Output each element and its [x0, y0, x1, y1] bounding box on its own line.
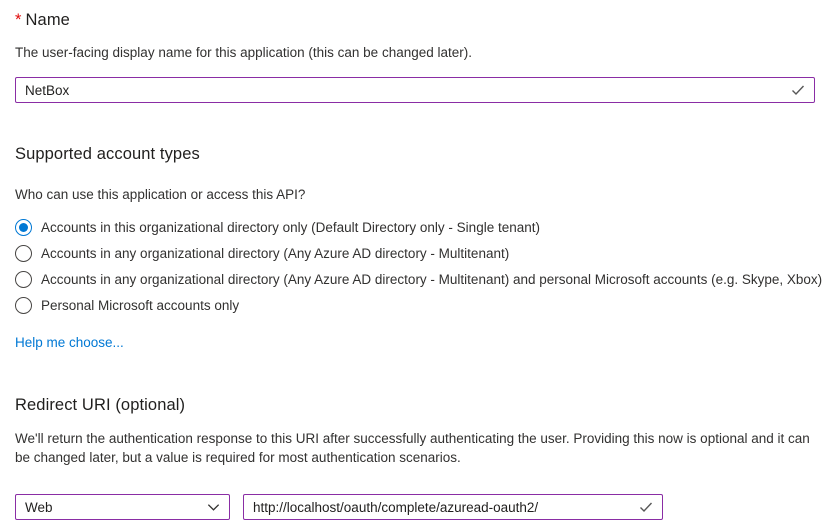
account-types-radio-group: [15, 214, 823, 318]
chevron-down-icon: [206, 500, 221, 515]
radio-button-icon: [15, 219, 32, 236]
radio-option-label: Accounts in this organizational directory only (Default Directory only - Single tenant): [41, 219, 540, 235]
app-registration-form: [0, 11, 829, 520]
redirect-uri-row: [15, 479, 815, 520]
radio-option-label: Accounts in any organizational directory (Any Azure AD directory - Multitenant) and personal Microsoft accounts (e.g. Skype, Xbox): [41, 271, 823, 287]
name-section-title: [15, 11, 815, 30]
radio-2[interactable]: [15, 266, 823, 292]
radio-0[interactable]: [15, 214, 815, 240]
redirect-uri-input[interactable]: [244, 495, 662, 519]
platform-select[interactable]: [15, 494, 230, 520]
redirect-uri-input-container: [243, 494, 663, 520]
radio-1[interactable]: [15, 240, 815, 266]
help-me-choose-link[interactable]: Help me choose...: [15, 335, 124, 350]
account-types-section-title: Supported account types: [15, 145, 200, 163]
radio-button-icon: [15, 245, 32, 262]
required-marker: *: [15, 11, 22, 29]
name-input-container: [15, 77, 815, 103]
radio-3[interactable]: [15, 292, 815, 318]
radio-option-label: Personal Microsoft accounts only: [41, 297, 240, 313]
name-title-text: Name: [25, 11, 70, 29]
platform-select-value: Web: [25, 499, 53, 515]
name-input[interactable]: [16, 78, 814, 102]
redirect-uri-section-title: Redirect URI (optional): [15, 396, 186, 414]
name-description: The user-facing display name for this application (this can be changed later).: [15, 45, 472, 60]
redirect-uri-description: We'll return the authentication response to this URI after successfully authenticating the user. Providing this now is optional and it can be changed later, but a value is required for most authentication scenarios.: [15, 431, 810, 465]
radio-button-icon: [15, 297, 32, 314]
radio-button-icon: [15, 271, 32, 288]
radio-option-label: Accounts in any organizational directory (Any Azure AD directory - Multitenant): [41, 245, 510, 261]
account-types-question: Who can use this application or access this API?: [15, 187, 306, 202]
